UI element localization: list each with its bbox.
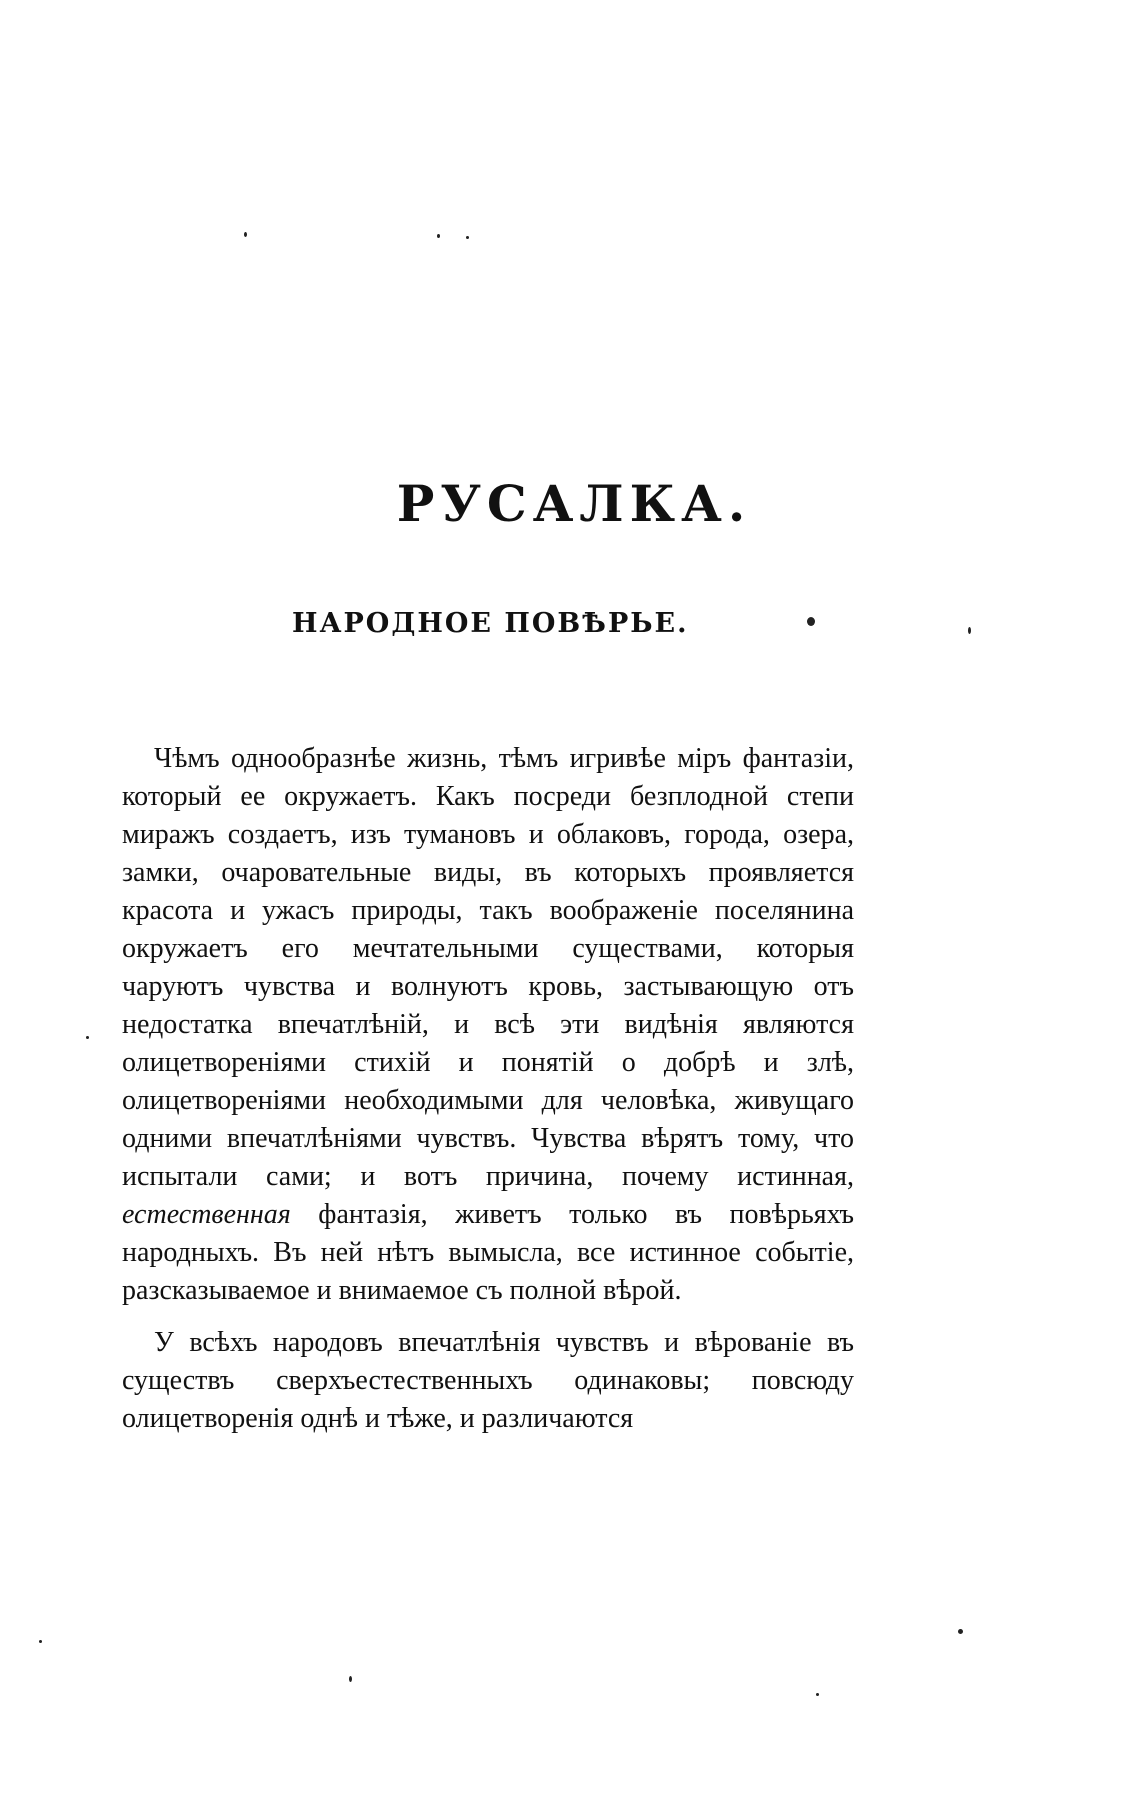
- paragraph-1-continuation: фантазія, живетъ только въ повѣрьяхъ народныхъ. Въ ней нѣтъ вымысла, все истинное событіе, разсказываемое и внимаемое съ полной вѣрой.: [122, 1199, 854, 1306]
- paragraph-2: У всѣхъ народовъ впечатлѣнія чувствъ и вѣрованіе въ существъ сверхъестественныхъ одинаковы; повсюду олицетворенія однѣ и тѣже, и различаются: [122, 1327, 854, 1434]
- scan-speck: [39, 1640, 42, 1643]
- scan-speck: [437, 234, 440, 238]
- body-text: [122, 740, 854, 1452]
- scan-speck: [958, 1629, 963, 1634]
- scan-speck: [816, 1693, 819, 1696]
- page-title: РУСАЛКА.: [396, 474, 752, 533]
- scan-speck: [86, 1036, 89, 1039]
- scan-speck: [466, 236, 469, 239]
- scan-speck: [968, 627, 971, 634]
- page-subtitle: НАРОДНОЕ ПОВѢРЬЕ.: [292, 608, 689, 639]
- scan-speck: [807, 617, 815, 626]
- emphasized-word: естественная: [122, 1199, 291, 1230]
- paragraph-1-text: Чѣмъ однообразнѣе жизнь, тѣмъ игривѣе міръ фантазіи, который ее окружаетъ. Какъ посреди безплодной степи миражъ создаетъ, изъ тумановъ и облаковъ, города, озера, замки, очаровательные виды, въ которыхъ проявляется красота и ужасъ природы, такъ воображеніе поселянина окружаетъ его мечтательными существами, которыя чаруютъ чувства и волнуютъ кровь, застывающую отъ недостатка впечатлѣній, и всѣ эти видѣнія являются олицетвореніями стихій и понятій о добрѣ и злѣ, олицетвореніями необходимыми для человѣка, живущаго одними впечатлѣніями чувствъ. Чувства вѣрятъ тому, что испытали сами; и вотъ причина, почему истинная,: [122, 743, 854, 1192]
- scan-speck: [244, 232, 247, 237]
- paragraph-1: [122, 740, 854, 1310]
- scan-speck: [349, 1676, 352, 1682]
